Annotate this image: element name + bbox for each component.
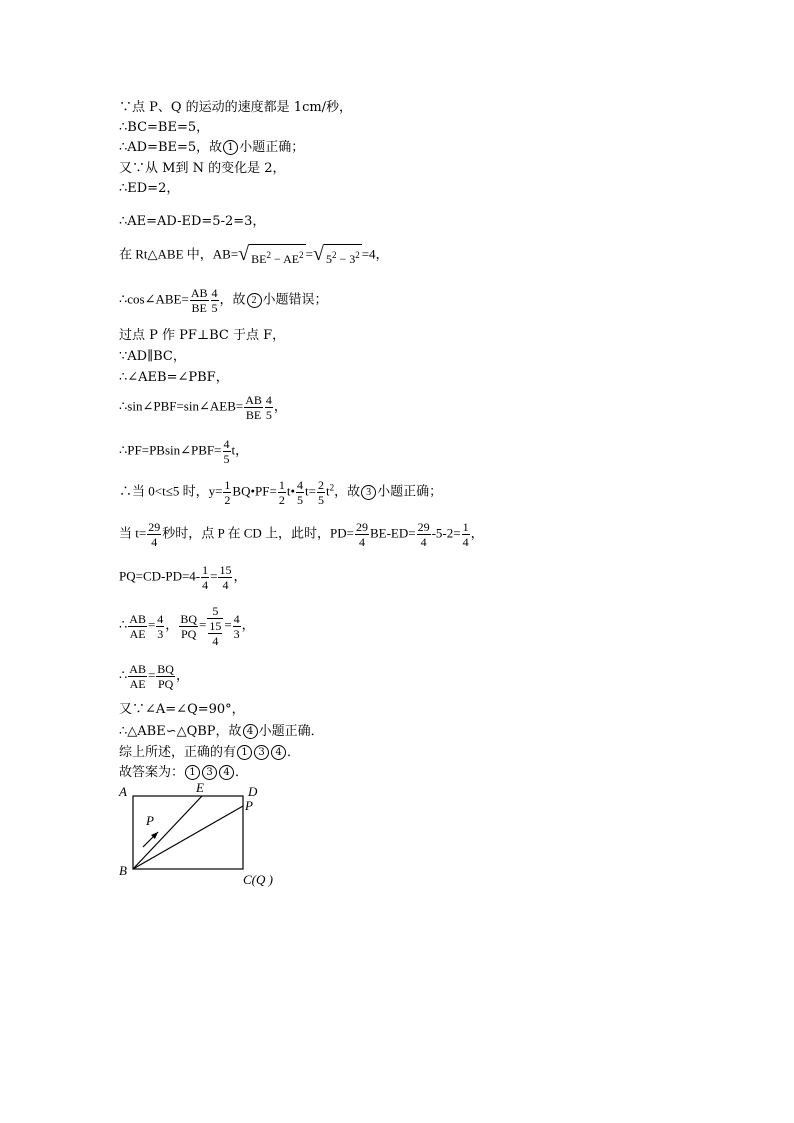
text-line-3 bbox=[119, 140, 304, 156]
line-17-text-e: = bbox=[224, 616, 232, 632]
line-8-text-a: ∴cos∠ABE= bbox=[119, 291, 189, 307]
fraction-4-5-4 bbox=[296, 478, 304, 507]
circled-number-2: 2 bbox=[247, 293, 262, 308]
frac-den: 5 bbox=[317, 493, 324, 507]
text-line-13 bbox=[119, 437, 248, 466]
circled-number-1b: 1 bbox=[237, 745, 252, 760]
frac-num: AB bbox=[129, 611, 146, 626]
text-line-2 bbox=[119, 120, 209, 136]
radicand-1-ae: − AE bbox=[271, 252, 300, 266]
line-14-text-e: t bbox=[325, 483, 330, 499]
rectangle-abcd bbox=[133, 796, 243, 869]
line-14-text-b: BQ•PF= bbox=[232, 483, 277, 499]
circled-number-3: 3 bbox=[361, 485, 376, 500]
line-16-text-c: ， bbox=[233, 568, 247, 584]
line-17-text-c: ， bbox=[165, 616, 179, 632]
fraction-15-4 bbox=[218, 563, 232, 592]
frac-den: 4 bbox=[202, 578, 209, 592]
line-14-text-d: t= bbox=[305, 483, 316, 499]
frac-den: 4 bbox=[358, 535, 365, 549]
frac-num: AB bbox=[245, 393, 262, 407]
frac-den: 2 bbox=[224, 493, 231, 507]
line-16-text-b: = bbox=[210, 568, 218, 584]
label-b: B bbox=[119, 863, 127, 878]
line-17-text-a: ∴ bbox=[119, 616, 128, 632]
line-14-text-c: t• bbox=[286, 483, 295, 499]
exp-2-c: 2 bbox=[331, 250, 337, 260]
fraction-1-4-b bbox=[201, 563, 209, 592]
text-line-9 bbox=[119, 328, 285, 344]
line-18-text-c: ， bbox=[175, 667, 189, 683]
frac-num: 4 bbox=[297, 478, 303, 492]
line-1-text: ∵点 P、Q 的运动的速度都是 1cm/秒， bbox=[119, 100, 353, 115]
frac-den: AE bbox=[129, 626, 146, 641]
frac-num: 1 bbox=[462, 520, 469, 534]
segment-be bbox=[133, 796, 202, 869]
line-22-text-b: ． bbox=[235, 765, 249, 780]
line-7-text-end: =4， bbox=[361, 246, 389, 262]
sqrt-expression-2: √ $5^2 - 3^2$ bbox=[312, 243, 360, 266]
circled-number-4c: 4 bbox=[219, 765, 234, 780]
frac-den: 5 bbox=[223, 452, 230, 466]
radicand-1-be: BE bbox=[251, 252, 267, 266]
text-line-15 bbox=[119, 520, 484, 549]
sqrt-expression-1: √ $BE^2 - AE^2$ bbox=[238, 243, 304, 266]
frac-den: AE bbox=[129, 677, 146, 691]
frac-num: 15 bbox=[219, 563, 232, 577]
line-17-text-b: = bbox=[147, 616, 156, 632]
text-line-11 bbox=[119, 370, 229, 386]
frac-num: BQ bbox=[180, 611, 197, 626]
fraction-2-5 bbox=[317, 478, 325, 507]
frac-den: 5 bbox=[265, 408, 272, 422]
frac-num: 29 bbox=[355, 520, 368, 534]
line-6-text: ∴AE=AD-ED=5-2=3， bbox=[119, 214, 266, 229]
fraction-1-2 bbox=[223, 478, 231, 507]
label-a: A bbox=[119, 784, 127, 799]
frac-num: 29 bbox=[417, 520, 430, 534]
frac-den: 3 bbox=[233, 626, 240, 641]
text-line-22 bbox=[119, 765, 248, 781]
line-14-text-f: ，故 bbox=[334, 483, 361, 499]
line-8-text-c: 小题错误； bbox=[262, 291, 328, 307]
circled-number-4: 4 bbox=[243, 724, 258, 739]
circled-number-1c: 1 bbox=[185, 765, 200, 780]
frac-den: 5 bbox=[211, 301, 218, 315]
line-21-text-b: ． bbox=[287, 745, 301, 760]
line-10-text: ∵AD∥BC， bbox=[119, 349, 186, 364]
line-3-text-a: ∴AD=BE=5，故 bbox=[119, 140, 223, 155]
line-16-text-a: PQ=CD-PD=4- bbox=[119, 568, 201, 584]
text-line-1 bbox=[119, 100, 352, 116]
fraction-29-4-c bbox=[417, 520, 431, 549]
label-e: E bbox=[196, 780, 204, 795]
text-line-16 bbox=[119, 563, 246, 592]
text-line-5 bbox=[119, 181, 179, 197]
circled-number-4b: 4 bbox=[271, 745, 286, 760]
line-18-text-a: ∴ bbox=[119, 667, 128, 683]
fraction-4-5 bbox=[211, 286, 219, 315]
line-15-text-c: BE-ED= bbox=[369, 525, 416, 541]
fraction-bq-pq bbox=[179, 612, 198, 641]
frac-den: BE bbox=[191, 301, 207, 315]
line-4-text: 又∵从 M到 N 的变化是 2， bbox=[119, 161, 286, 176]
line-13-text-b: t， bbox=[231, 442, 249, 458]
geometry-figure bbox=[115, 780, 295, 890]
line-15-text-d: -5-2= bbox=[431, 525, 461, 541]
line-9-text: 过点 P 作 PF⊥BC 于点 F， bbox=[119, 328, 286, 343]
line-5-text: ∴ED=2， bbox=[119, 181, 180, 196]
line-20-text-b: 小题正确． bbox=[258, 724, 324, 739]
line-19-text: 又∵∠A=∠Q=90°， bbox=[119, 702, 245, 717]
fraction-4-3 bbox=[156, 612, 164, 641]
text-line-6 bbox=[119, 214, 265, 230]
frac-num: 5 bbox=[207, 604, 223, 619]
frac-den: PQ bbox=[157, 677, 174, 691]
frac-den: 3 bbox=[157, 626, 164, 641]
text-line-7 bbox=[119, 244, 389, 267]
line-2-text: ∴BC=BE=5， bbox=[119, 120, 210, 135]
text-line-14 bbox=[119, 478, 442, 507]
circled-number-1: 1 bbox=[223, 140, 238, 155]
line-15-text-e: ， bbox=[470, 525, 484, 541]
fraction-ab-be bbox=[190, 286, 209, 315]
fraction-bq-pq-2 bbox=[156, 662, 175, 691]
text-line-10 bbox=[119, 349, 186, 365]
line-17-text-d: = bbox=[198, 616, 207, 632]
exp-2-t: 2 bbox=[329, 482, 335, 493]
line-18-text-b: = bbox=[147, 667, 156, 683]
frac-num: 15 bbox=[209, 619, 222, 633]
frac-num: 4 bbox=[233, 611, 240, 626]
line-14-text-g: 小题正确； bbox=[377, 483, 443, 499]
frac-num: 2 bbox=[317, 478, 324, 492]
label-p-right: P bbox=[245, 798, 253, 813]
text-line-12 bbox=[119, 393, 287, 422]
line-15-text-b: 秒时，点 P 在 CD 上，此时，PD= bbox=[162, 525, 354, 541]
line-12-text-a: ∴sin∠PBF=sin∠AEB= bbox=[119, 398, 244, 414]
frac-den-nested bbox=[207, 619, 223, 648]
circled-number-3b: 3 bbox=[254, 745, 269, 760]
exp-2-d: 2 bbox=[355, 250, 360, 260]
radicand-2-three: − 3 bbox=[336, 252, 356, 266]
line-17-text-f: ， bbox=[241, 616, 255, 632]
exp-2-b: 2 bbox=[299, 250, 304, 260]
fraction-29-4 bbox=[147, 520, 161, 549]
label-d: D bbox=[248, 784, 258, 799]
text-line-4 bbox=[119, 161, 286, 177]
frac-den: 4 bbox=[212, 634, 219, 648]
text-line-20 bbox=[119, 724, 324, 740]
frac-num: 4 bbox=[157, 611, 164, 626]
text-line-19 bbox=[119, 702, 245, 718]
radicand-2-five: 5 bbox=[325, 252, 332, 266]
frac-num: BQ bbox=[157, 662, 174, 676]
fraction-29-4-b bbox=[355, 520, 369, 549]
frac-num: 4 bbox=[265, 393, 272, 407]
line-20-text-a: ∴△ABE∽△QBP，故 bbox=[119, 724, 242, 739]
line-15-text-a: 当 t= bbox=[119, 525, 147, 541]
label-c-q: C(Q ) bbox=[243, 872, 273, 887]
fraction-4-3-b bbox=[233, 612, 241, 641]
text-line-8 bbox=[119, 286, 328, 315]
frac-den: 5 bbox=[297, 493, 303, 507]
text-line-17 bbox=[119, 604, 255, 648]
text-line-21 bbox=[119, 745, 300, 761]
frac-num: 4 bbox=[211, 286, 218, 300]
fraction-15-4-nested bbox=[208, 619, 222, 648]
circled-number-3c: 3 bbox=[202, 765, 217, 780]
line-3-text-b: 小题正确； bbox=[239, 140, 305, 155]
fraction-4-5-2 bbox=[265, 393, 273, 422]
frac-num: 4 bbox=[223, 437, 230, 451]
frac-den: PQ bbox=[180, 626, 197, 641]
line-7-text-a: 在 Rt△ABE 中，AB= bbox=[119, 246, 239, 262]
frac-num: AB bbox=[190, 286, 208, 300]
line-13-text-a: ∴PF=PBsin∠PBF= bbox=[119, 442, 222, 458]
frac-den: BE bbox=[245, 408, 262, 422]
fraction-1-2-b bbox=[278, 478, 286, 507]
frac-num: 1 bbox=[224, 478, 231, 492]
frac-den: 4 bbox=[222, 578, 229, 592]
frac-den: 2 bbox=[278, 493, 285, 507]
frac-num: 1 bbox=[202, 563, 209, 577]
frac-den: 4 bbox=[462, 535, 469, 549]
frac-num: 29 bbox=[148, 520, 161, 534]
exp-2-a: 2 bbox=[266, 250, 271, 260]
fraction-ab-ae-2 bbox=[128, 662, 147, 691]
fraction-4-5-3 bbox=[223, 437, 231, 466]
fraction-5-over-15-4 bbox=[207, 604, 223, 648]
line-21-text-a: 综上所述，正确的有 bbox=[119, 745, 237, 760]
line-11-text: ∴∠AEB=∠PBF， bbox=[119, 370, 229, 385]
line-8-text-b: ，故 bbox=[219, 291, 246, 307]
line-12-text-b: ， bbox=[273, 398, 287, 414]
frac-den: 4 bbox=[420, 535, 427, 549]
text-line-18 bbox=[119, 662, 189, 691]
line-14-text-a: ∴当 0<t≤5 时，y= bbox=[119, 483, 223, 499]
frac-num: AB bbox=[129, 662, 146, 676]
line-22-text-a: 故答案为： bbox=[119, 765, 185, 780]
frac-num: 1 bbox=[278, 478, 285, 492]
fraction-ab-be-2 bbox=[244, 393, 263, 422]
fraction-ab-ae bbox=[128, 612, 147, 641]
label-p-arrow: P bbox=[146, 813, 154, 828]
equals-sign: = bbox=[305, 246, 313, 262]
fraction-1-4 bbox=[462, 520, 470, 549]
frac-den: 4 bbox=[151, 535, 158, 549]
